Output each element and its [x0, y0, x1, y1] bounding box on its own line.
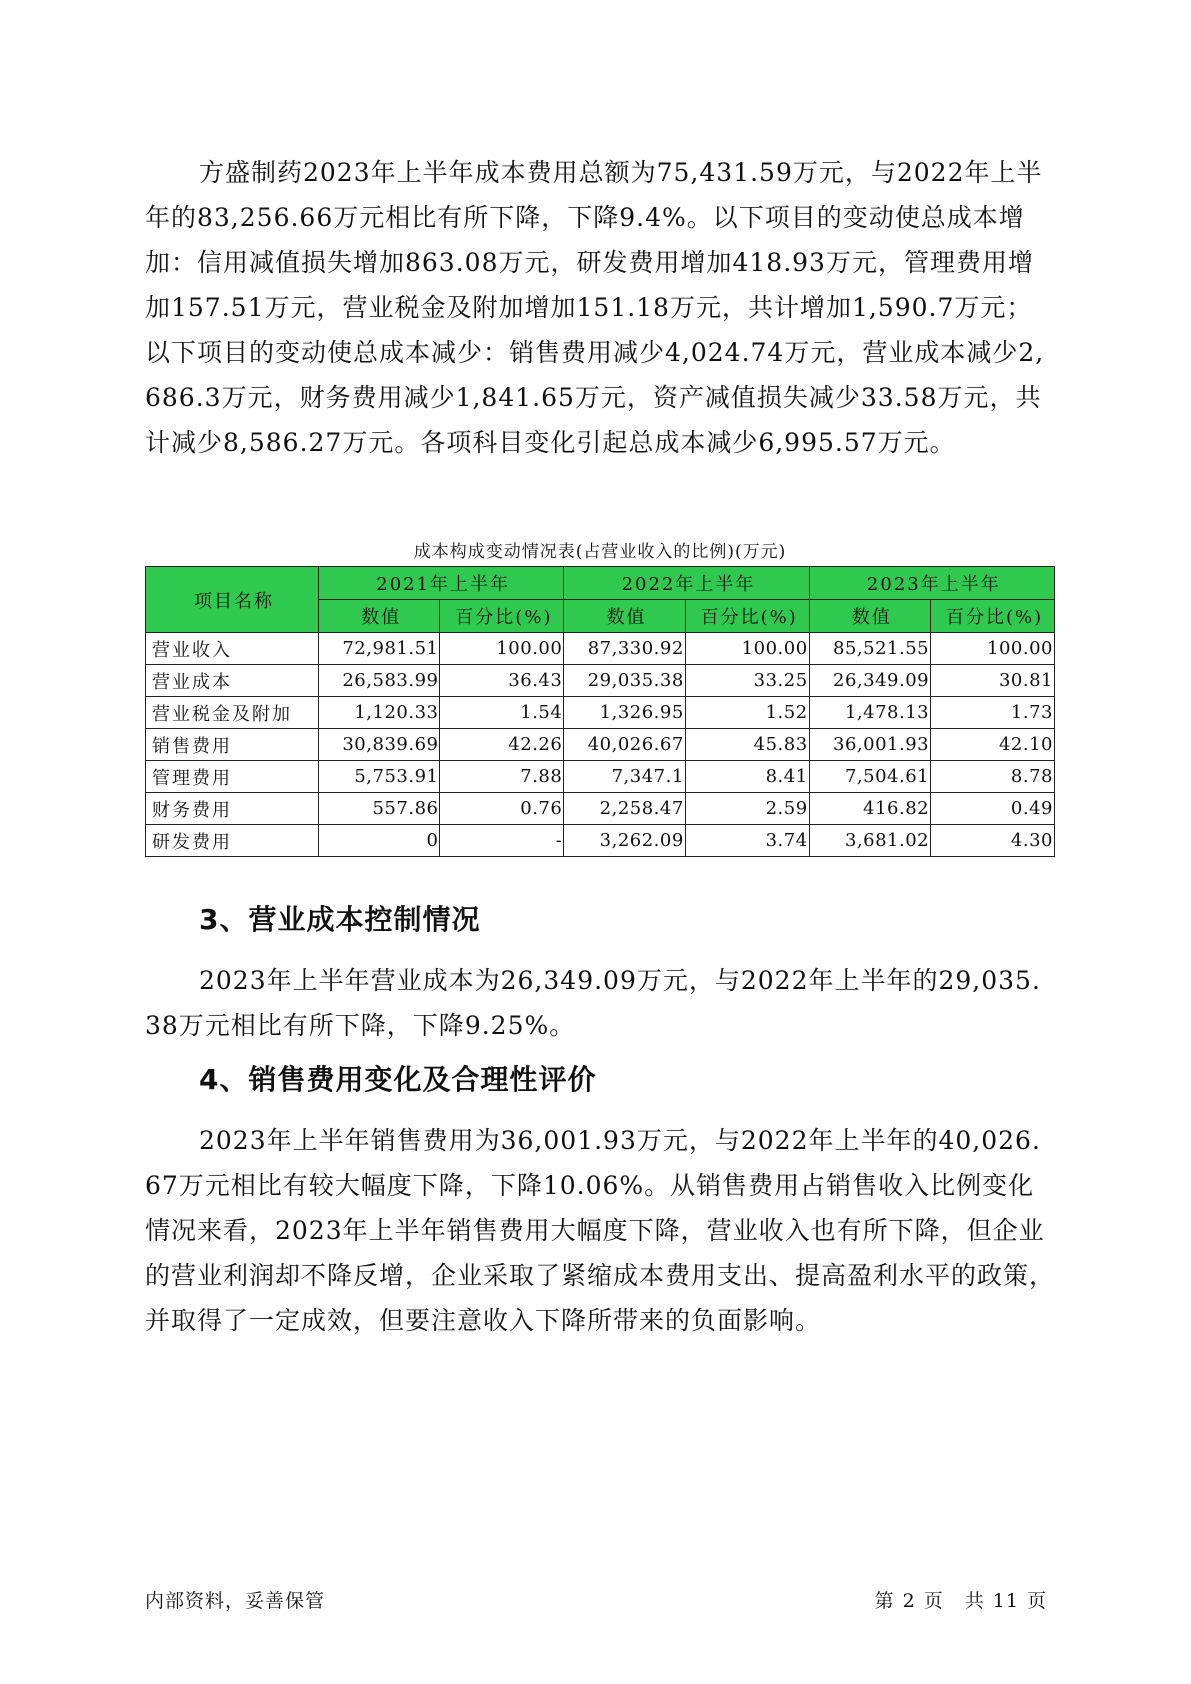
- percent-cell: 0.49: [931, 793, 1055, 825]
- table-row: [146, 793, 1055, 825]
- footer-page-number: [875, 1586, 1055, 1613]
- percent-cell: 30.81: [931, 665, 1055, 697]
- value-cell: 85,521.55: [809, 633, 930, 665]
- percent-cell: 1.54: [440, 697, 564, 729]
- table-row: [146, 825, 1055, 857]
- page-number: 2: [902, 1590, 916, 1612]
- header-value: 数值: [319, 600, 440, 633]
- percent-cell: 100.00: [685, 633, 809, 665]
- percent-cell: 4.30: [931, 825, 1055, 857]
- table-row: [146, 729, 1055, 761]
- row-label: 管理费用: [146, 761, 319, 793]
- percent-cell: 36.43: [440, 665, 564, 697]
- value-cell: 36,001.93: [809, 729, 930, 761]
- section-heading-operating-cost: 3、营业成本控制情况: [199, 903, 481, 936]
- value-cell: 7,504.61: [809, 761, 930, 793]
- value-cell: 72,981.51: [319, 633, 440, 665]
- value-cell: 29,035.38: [564, 665, 685, 697]
- table-row: [146, 665, 1055, 697]
- value-cell: 416.82: [809, 793, 930, 825]
- total-suffix: 页: [1026, 1590, 1047, 1612]
- value-cell: 3,262.09: [564, 825, 685, 857]
- page-prefix: 第: [874, 1590, 895, 1612]
- row-label: 营业税金及附加: [146, 697, 319, 729]
- value-cell: 87,330.92: [564, 633, 685, 665]
- percent-cell: 1.73: [931, 697, 1055, 729]
- value-cell: 26,349.09: [809, 665, 930, 697]
- percent-cell: 45.83: [685, 729, 809, 761]
- percent-cell: 8.78: [931, 761, 1055, 793]
- paragraph-sales-expense: 2023年上半年销售费用为36,001.93万元，与2022年上半年的40,026.67万元相比有较大幅度下降，下降10.06%。从销售费用占销售收入比例变化情况来看，2023年上半年销售费用大幅度下降，营业收入也有所下降，但企业的营业利润却不降反增，企业采取了紧缩成本费用支出、提高盈利水平的政策，并取得了一定成效，但要注意收入下降所带来的负面影响。: [145, 1126, 1056, 1335]
- table-caption: 成本构成变动情况表(占营业收入的比例)(万元): [413, 542, 787, 562]
- table-row: [146, 697, 1055, 729]
- percent-cell: 0.76: [440, 793, 564, 825]
- header-period-2023: 2023年上半年: [809, 567, 1054, 600]
- section-heading-sales-expense: 4、销售费用变化及合理性评价: [199, 1063, 597, 1096]
- percent-cell: 7.88: [440, 761, 564, 793]
- percent-cell: 1.52: [685, 697, 809, 729]
- paragraph-cost-summary: 方盛制药2023年上半年成本费用总额为75,431.59万元，与2022年上半年的83,256.66万元相比有所下降，下降9.4%。以下项目的变动使总成本增加：信用减值损失增加863.08万元，研发费用增加418.93万元，管理费用增加157.51万元，营业税金及附加增加151.18万元，共计增加1,590.7万元；以下项目的变动使总成本减少：销售费用减少4,024.74万元，营业成本减少2,686.3万元，财务费用减少1,841.65万元，资产减值损失减少33.58万元，共计减少8,586.27万元。各项科目变化引起总成本减少6,995.57万元。: [145, 158, 1045, 457]
- value-cell: 40,026.67: [564, 729, 685, 761]
- header-percent: 百分比(%): [440, 600, 564, 633]
- value-cell: 557.86: [319, 793, 440, 825]
- percent-cell: 3.74: [685, 825, 809, 857]
- value-cell: 2,258.47: [564, 793, 685, 825]
- row-label: 财务费用: [146, 793, 319, 825]
- cost-structure-table: [145, 566, 1055, 857]
- header-value: 数值: [809, 600, 930, 633]
- value-cell: 0: [319, 825, 440, 857]
- footer-confidential-note: 内部资料，妥善保管: [145, 1590, 326, 1612]
- percent-cell: 100.00: [440, 633, 564, 665]
- table-body: [146, 633, 1055, 857]
- page-suffix: 页: [923, 1590, 944, 1612]
- value-cell: 7,347.1: [564, 761, 685, 793]
- total-prefix: 共: [964, 1590, 985, 1612]
- percent-cell: 42.10: [931, 729, 1055, 761]
- percent-cell: 42.26: [440, 729, 564, 761]
- value-cell: 3,681.02: [809, 825, 930, 857]
- header-period-2021: 2021年上半年: [319, 567, 564, 600]
- row-label: 销售费用: [146, 729, 319, 761]
- value-cell: 1,478.13: [809, 697, 930, 729]
- percent-cell: -: [440, 825, 564, 857]
- total-pages: 11: [992, 1590, 1019, 1612]
- header-period-2022: 2022年上半年: [564, 567, 809, 600]
- header-value: 数值: [564, 600, 685, 633]
- header-percent: 百分比(%): [685, 600, 809, 633]
- value-cell: 30,839.69: [319, 729, 440, 761]
- value-cell: 26,583.99: [319, 665, 440, 697]
- table-row: [146, 761, 1055, 793]
- row-label: 营业成本: [146, 665, 319, 697]
- percent-cell: 2.59: [685, 793, 809, 825]
- value-cell: 1,120.33: [319, 697, 440, 729]
- row-label: 营业收入: [146, 633, 319, 665]
- table-row: [146, 633, 1055, 665]
- percent-cell: 33.25: [685, 665, 809, 697]
- percent-cell: 8.41: [685, 761, 809, 793]
- percent-cell: 100.00: [931, 633, 1055, 665]
- header-item-name: 项目名称: [146, 567, 319, 633]
- value-cell: 1,326.95: [564, 697, 685, 729]
- row-label: 研发费用: [146, 825, 319, 857]
- header-percent: 百分比(%): [931, 600, 1055, 633]
- paragraph-operating-cost: 2023年上半年营业成本为26,349.09万元，与2022年上半年的29,035.38万元相比有所下降，下降9.25%。: [145, 966, 1041, 1040]
- value-cell: 5,753.91: [319, 761, 440, 793]
